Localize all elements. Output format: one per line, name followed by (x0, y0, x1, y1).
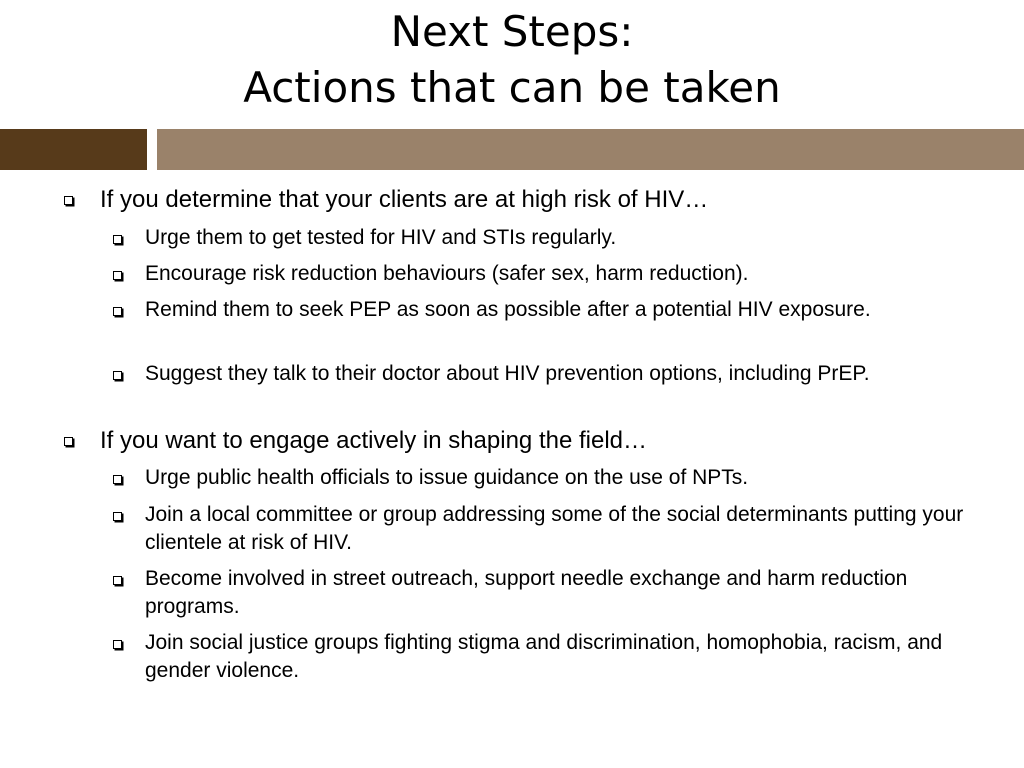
square-bullet-icon (113, 307, 122, 316)
section-2-heading: If you want to engage actively in shaping the field… (100, 427, 648, 454)
square-bullet-icon (113, 475, 122, 484)
square-bullet-icon (113, 371, 122, 380)
list-item: Join social justice groups fighting stigma and discrimination, homophobia, racism, and gender violence. (145, 631, 943, 682)
square-bullet-icon (113, 235, 122, 244)
list-item: Suggest they talk to their doctor about HIV prevention options, including PrEP. (145, 362, 870, 385)
square-bullet-icon (64, 437, 73, 446)
slide-title (0, 4, 1024, 116)
title-divider-dark (0, 129, 147, 170)
list-item: Urge them to get tested for HIV and STIs regularly. (145, 226, 617, 249)
square-bullet-icon (113, 576, 122, 585)
square-bullet-icon (113, 640, 122, 649)
list-item: Become involved in street outreach, support needle exchange and harm reduction programs. (145, 567, 908, 618)
title-line-2: Actions that can be taken (243, 63, 781, 112)
list-item: Remind them to seek PEP as soon as possible after a potential HIV exposure. (145, 298, 871, 321)
section-1-heading: If you determine that your clients are at high risk of HIV… (100, 186, 709, 213)
square-bullet-icon (64, 196, 73, 205)
list-item: Encourage risk reduction behaviours (safer sex, harm reduction). (145, 262, 749, 285)
list-item: Join a local committee or group addressing some of the social determinants putting your clientele at risk of HIV. (145, 503, 964, 554)
square-bullet-icon (113, 512, 122, 521)
title-divider-light (157, 129, 1024, 170)
square-bullet-icon (113, 271, 122, 280)
list-item: Urge public health officials to issue guidance on the use of NPTs. (145, 466, 749, 489)
title-line-1: Next Steps: (390, 7, 634, 56)
